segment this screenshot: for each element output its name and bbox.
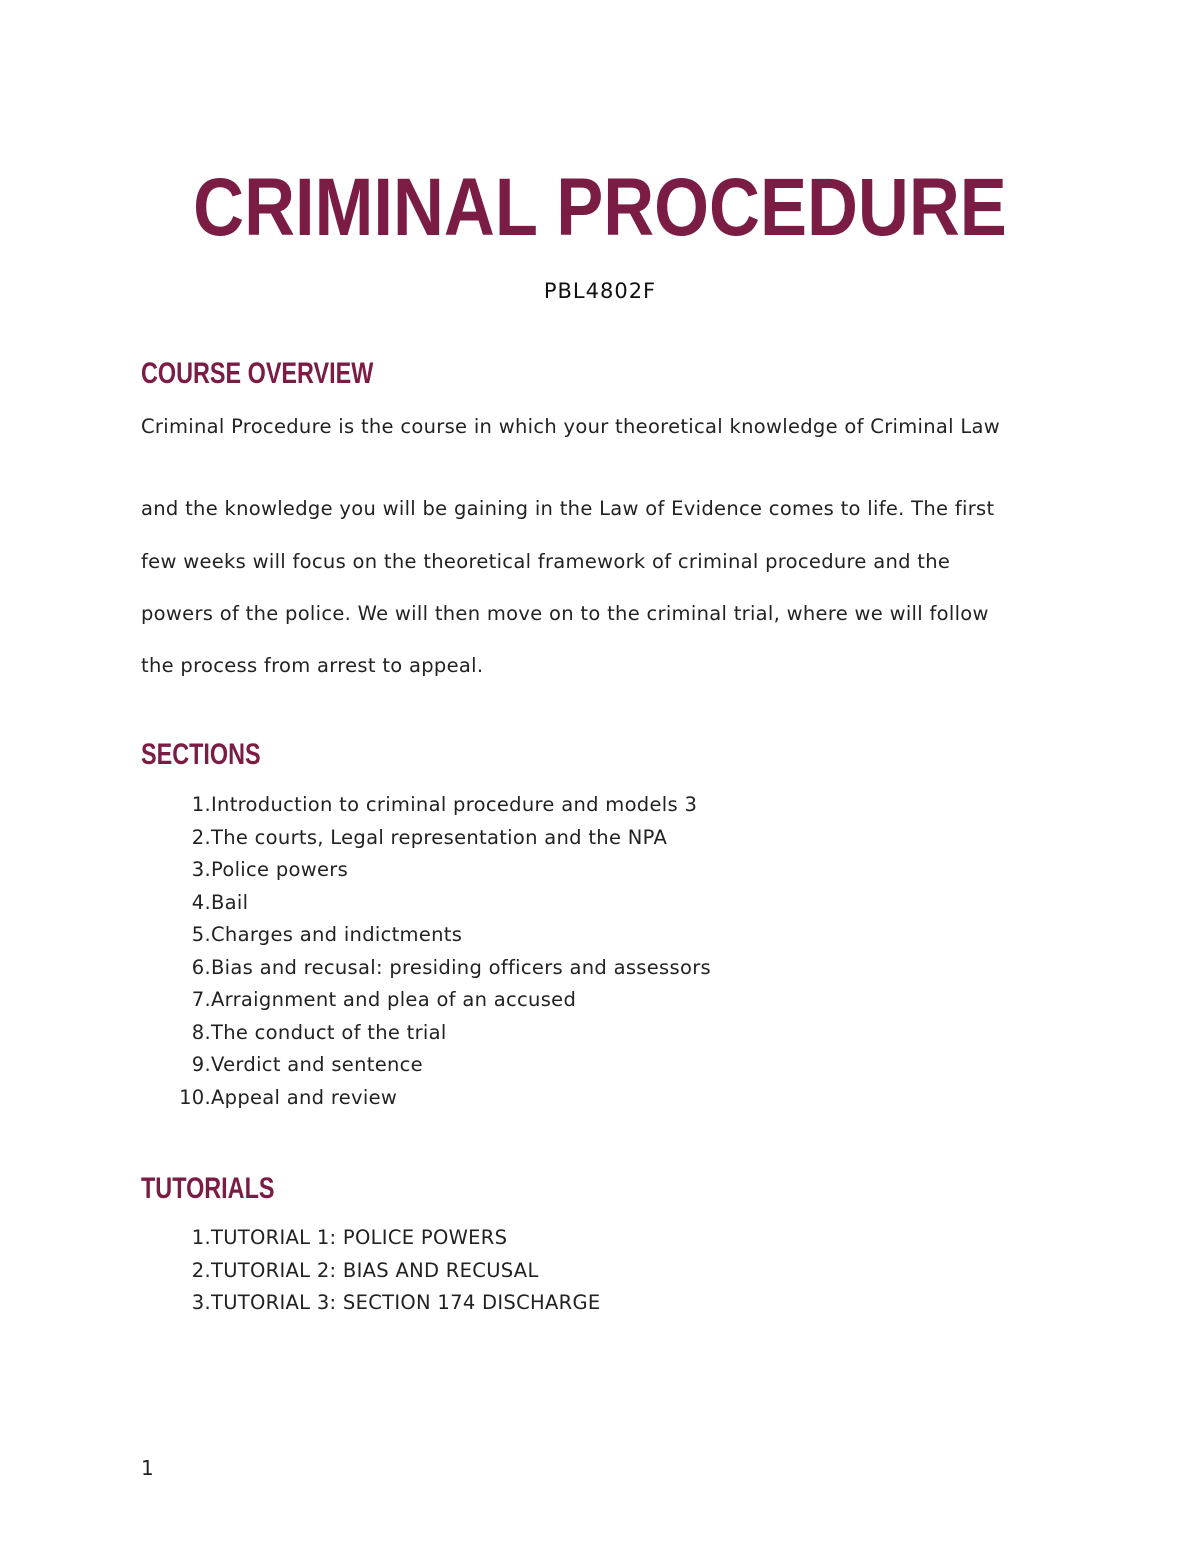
- sections-list: [141, 789, 711, 1114]
- list-item: [141, 919, 463, 952]
- list-item: [141, 1255, 539, 1288]
- list-item-text: Charges and indictments: [211, 923, 463, 946]
- tutorials-list: [141, 1222, 601, 1320]
- list-item: [141, 1017, 447, 1050]
- list-item-text: Bail: [211, 890, 249, 914]
- list-item: [141, 854, 349, 887]
- list-item-number: 1.: [191, 1226, 211, 1249]
- list-item-text: Appeal and review: [211, 1085, 398, 1109]
- list-item: [141, 1049, 423, 1082]
- sections-heading: SECTIONS: [141, 738, 261, 771]
- list-item-number: 2.: [191, 1258, 211, 1282]
- course-code: PBL4802F: [543, 279, 657, 303]
- list-item-text: Bias and recusal: presiding officers and assessors: [211, 955, 711, 979]
- list-item-number: 8.: [191, 1020, 211, 1044]
- list-item-number: 5.: [191, 923, 211, 946]
- list-item: [141, 789, 698, 822]
- list-item-number: 1.: [191, 793, 211, 816]
- list-item: [141, 1287, 601, 1320]
- list-item: [141, 1222, 508, 1255]
- overview-paragraph-line: powers of the police. We will then move on to the criminal trial, where we will follow: [141, 602, 989, 625]
- list-item-text: The conduct of the trial: [211, 1020, 447, 1044]
- list-item-number: 4.: [191, 890, 211, 914]
- list-item-number: 10.: [179, 1085, 211, 1109]
- list-item-text: TUTORIAL 1: POLICE POWERS: [211, 1226, 508, 1249]
- list-item-number: 6.: [191, 955, 211, 979]
- list-item-number: 2.: [191, 825, 211, 849]
- list-item: [141, 887, 249, 920]
- overview-paragraph-line: Criminal Procedure is the course in which your theoretical knowledge of Criminal Law: [141, 415, 1001, 438]
- list-item-number: 7.: [191, 988, 211, 1011]
- course-overview-heading: COURSE OVERVIEW: [141, 357, 374, 390]
- list-item-text: Arraignment and plea of an accused: [211, 988, 577, 1011]
- list-item-number: 3.: [191, 858, 211, 881]
- list-item: [141, 1082, 398, 1115]
- list-item: [141, 822, 668, 855]
- list-item-text: TUTORIAL 2: BIAS AND RECUSAL: [211, 1258, 539, 1282]
- list-item-text: Verdict and sentence: [211, 1053, 423, 1076]
- list-item-number: 9.: [191, 1053, 211, 1076]
- list-item-number: 3.: [191, 1291, 211, 1314]
- overview-paragraph-line: few weeks will focus on the theoretical framework of criminal procedure and the: [141, 550, 951, 573]
- document-title: CRIMINAL PROCEDURE: [193, 162, 1007, 253]
- list-item-text: The courts, Legal representation and the NPA: [211, 825, 668, 849]
- page-number: 1: [141, 1456, 154, 1480]
- list-item-text: Police powers: [211, 858, 349, 881]
- list-item: [141, 984, 577, 1017]
- list-item-text: Introduction to criminal procedure and models 3: [211, 793, 698, 816]
- overview-paragraph-line: and the knowledge you will be gaining in the Law of Evidence comes to life. The first: [141, 497, 995, 520]
- tutorials-heading: TUTORIALS: [141, 1172, 275, 1205]
- overview-paragraph-line: the process from arrest to appeal.: [141, 654, 484, 677]
- list-item: [141, 952, 711, 985]
- list-item-text: TUTORIAL 3: SECTION 174 DISCHARGE: [211, 1291, 601, 1314]
